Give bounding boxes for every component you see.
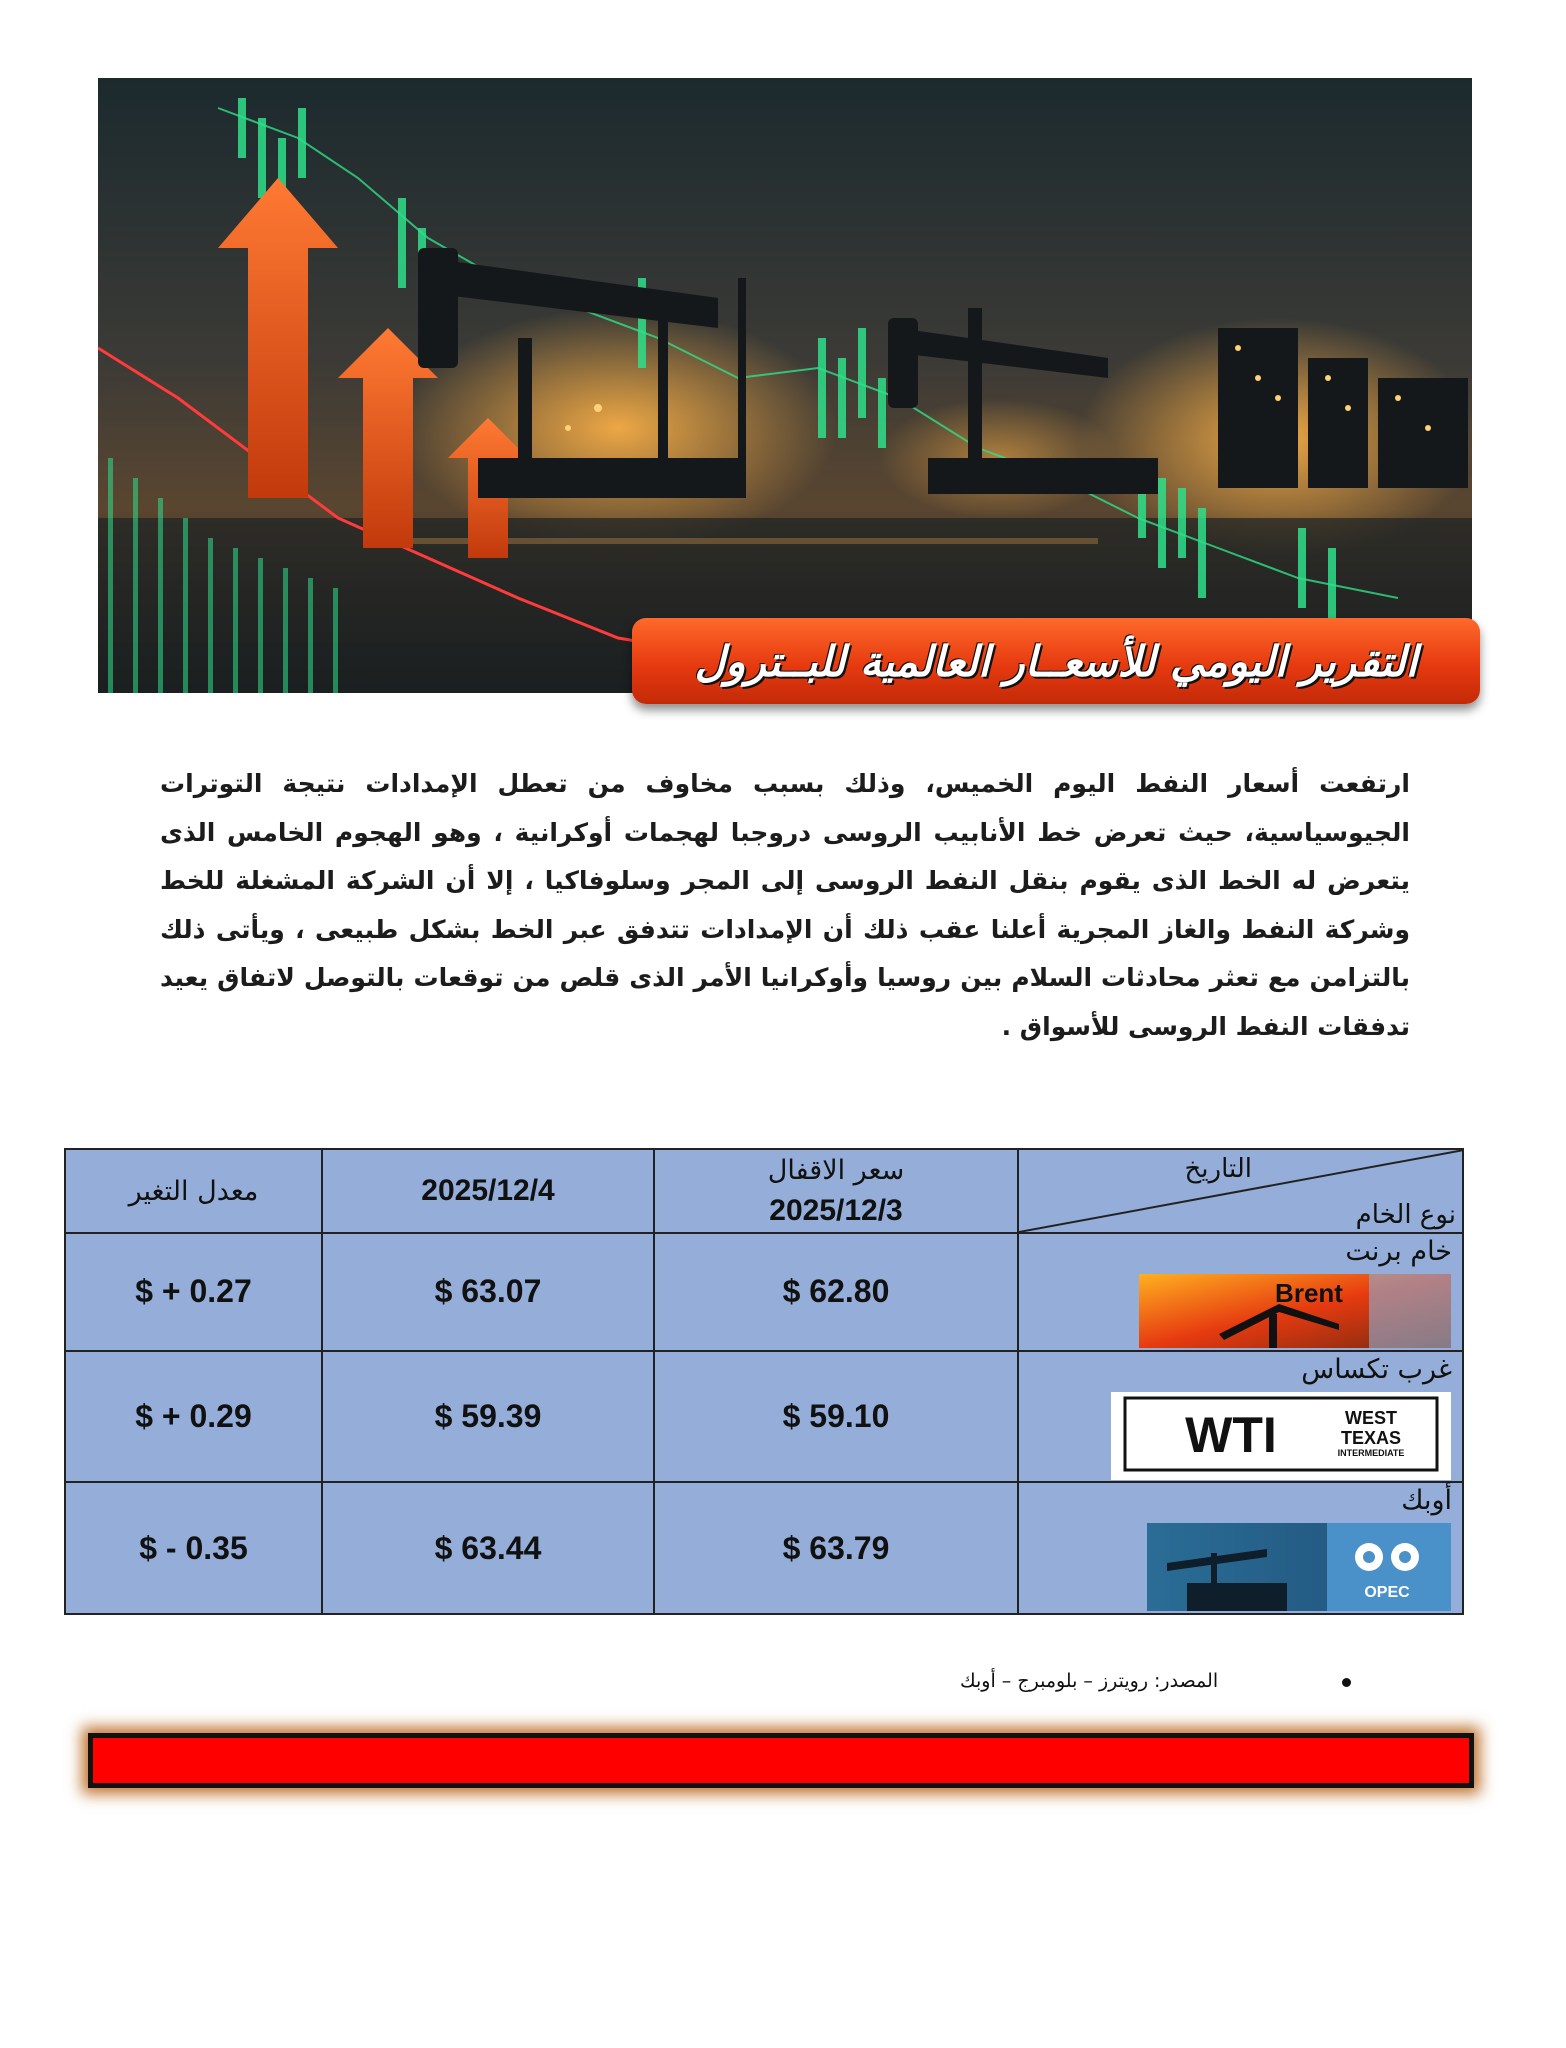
crude-name: خام برنت [1345, 1236, 1452, 1267]
closing-price-label: سعر الاقفال [767, 1155, 905, 1186]
news-paragraph: ارتفعت أسعار النفط اليوم الخميس، وذلك بسبب مخاوف من تعطل الإمدادات نتيجة التوترات الجيوسياسية، حيث تعرض خط الأنابيب الروسى دروجبا لهجمات أوكرانية ، وهو الهجوم الخامس الذى يتعرض له الخط الذى يقوم بنقل النفط الروسى إلى المجر وسلوفاكيا ، إلا أن الشركة المشغلة للخط وشركة النفط والغاز المجرية أعلنا عقب ذلك أن الإمدادات تتدفق عبر الخط بشكل طبيعى ، ويأتى ذلك بالتزامن مع تعثر محادثات السلام بين روسيا وأوكرانيا الأمر الذى قلص من توقعات بالتوصل لاتفاق يعيد تدفقات النفط الروسى للأسواق . [160, 769, 1410, 1041]
date-crude-type-header [1018, 1149, 1463, 1233]
report-title: التقرير اليومي للأسعــار العالمية للبــترول [694, 636, 1418, 686]
wti-logo [1111, 1392, 1451, 1480]
wti-logo-intermediate: INTERMEDIATE [1337, 1447, 1405, 1458]
current-price: $ 63.07 [322, 1233, 654, 1351]
report-title-box [632, 618, 1480, 704]
current-date-header: 2025/12/4 [322, 1149, 654, 1233]
footer-bar [88, 1733, 1474, 1788]
source-note: المصدر: رويترز – بلومبرج – أوبك [960, 1670, 1219, 1692]
crude-type-label: نوع الخام [1355, 1200, 1456, 1230]
crude-cell-brent [1018, 1233, 1463, 1351]
current-price: $ 63.44 [322, 1482, 654, 1614]
previous-price: $ 62.80 [654, 1233, 1018, 1351]
oil-field-illustration [98, 78, 1472, 693]
date-label: التاريخ [1184, 1154, 1252, 1184]
change-value: $ + 0.27 [65, 1233, 322, 1351]
table-row [65, 1482, 1463, 1614]
crude-cell-wti [1018, 1351, 1463, 1483]
previous-date: 2025/12/3 [769, 1194, 903, 1227]
brent-logo [1139, 1274, 1451, 1348]
change-header: معدل التغير [65, 1149, 322, 1233]
crude-name: غرب تكساس [1301, 1353, 1452, 1385]
wti-logo-west: WEST [1345, 1407, 1397, 1428]
change-value: $ - 0.35 [65, 1482, 322, 1614]
bullet-icon [1342, 1678, 1351, 1687]
opec-logo [1147, 1523, 1451, 1611]
change-value: $ + 0.29 [65, 1351, 322, 1483]
previous-price: $ 59.10 [654, 1351, 1018, 1483]
crude-name: أوبك [1401, 1485, 1452, 1517]
closing-price-header [654, 1149, 1018, 1233]
table-header-row [65, 1149, 1463, 1233]
opec-logo-text: OPEC [1364, 1584, 1410, 1602]
wti-logo-text: WTI [1185, 1406, 1277, 1463]
oil-price-table [64, 1148, 1464, 1615]
crude-cell-opec [1018, 1482, 1463, 1614]
header-banner [98, 78, 1472, 693]
table-row [65, 1351, 1463, 1483]
brent-logo-text: Brent [1275, 1278, 1343, 1308]
wti-logo-texas: TEXAS [1340, 1427, 1402, 1448]
current-price: $ 59.39 [322, 1351, 654, 1483]
table-row [65, 1233, 1463, 1351]
previous-price: $ 63.79 [654, 1482, 1018, 1614]
